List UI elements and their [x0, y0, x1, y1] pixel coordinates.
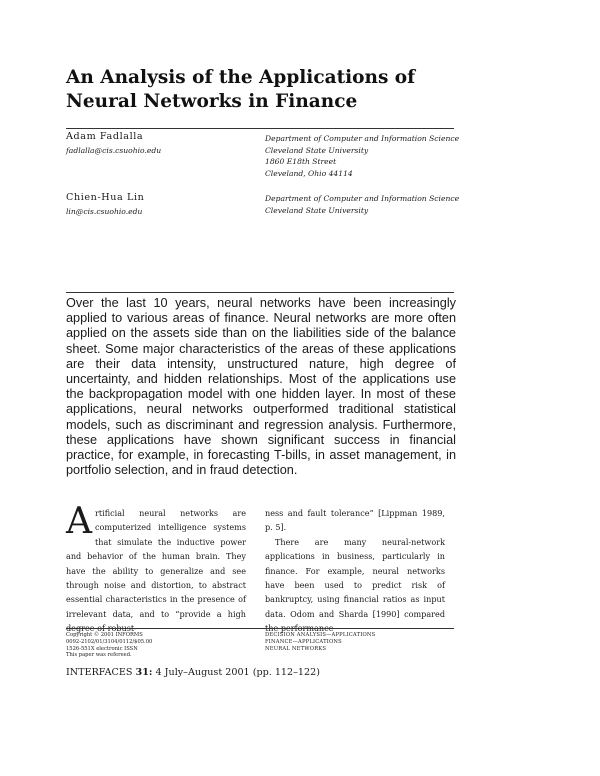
journal-citation [66, 667, 320, 679]
author-affiliation-1 [265, 133, 465, 179]
body-column-right [265, 506, 445, 636]
copyright-block [66, 632, 152, 659]
footer-line: 0092-2102/01/3104/0112/$05.00 [66, 638, 153, 645]
body-paragraph: There are many neural-network applications in business, particularly in finance. For example, neural networks have been used to predict risk of bankruptcy, using financial ratios as input data. Odom and Sharda [1990] compared the performance [265, 536, 445, 634]
affiliation-line: Cleveland State University [265, 145, 369, 155]
author-name-2: Chien-Hua Lin [66, 192, 145, 203]
author-email-2: lin@cis.csuohio.edu [66, 207, 143, 216]
affiliation-line: Department of Computer and Information Science [265, 194, 460, 203]
abstract-rule [66, 292, 454, 293]
author-section-rule [66, 128, 454, 129]
abstract: Over the last 10 years, neural networks have been increasingly applied to various areas of finance. Neural networks are more often applied on the assets side than on the liabilities side of the balance sheet. Some major characteristics of the areas of these applications are their data intensity, unstructured nature, high degree of uncertainty, and hidden relationships. Most of the applications use the backpropagation model with one hidden layer. In most of these applications, neural networks outperformed traditional statistical models, such as discriminant and regression analysis. Furthermore, these applications have shown significant success in financial practice, for example, in forecasting T-bills, in asset management, in portfolio selection, and in fraud detection. [66, 296, 456, 478]
footer-line: Copyright © 2001 INFORMS [66, 632, 143, 638]
affiliation-line: Department of Computer and Information Science [265, 134, 460, 143]
journal-issue: 4 July–August 2001 (pp. 112–122) [155, 667, 320, 678]
footer-rule [66, 628, 454, 629]
affiliation-line: 1860 E18th Street [265, 157, 337, 167]
footer-line: This paper was refereed. [66, 652, 132, 659]
keyword-line: NEURAL NETWORKS [265, 645, 327, 652]
body-paragraph: rtificial neural networks are computerized intelligence systems that simulate the inductive power and behavior of the human brain. They have the ability to generalize and see through noise and distortion, to abstract essential characteristics in the presence of irrelevant data, and to “provide a high degree of robust- [66, 508, 246, 634]
keywords-block [265, 632, 375, 652]
author-affiliation-2 [265, 193, 465, 216]
affiliation-line: Cleveland, Ohio 44114 [265, 168, 353, 178]
journal-volume: 31: [135, 667, 153, 678]
affiliation-line: Cleveland State University [265, 205, 369, 215]
body-column-left [66, 501, 246, 636]
journal-name: INTERFACES [66, 667, 133, 678]
author-email-1: fadlalla@cis.csuohio.edu [66, 146, 162, 155]
author-name-1: Adam Fadlalla [66, 131, 144, 142]
body-paragraph: ness and fault tolerance” [Lippman 1989, p. 5]. [265, 508, 445, 533]
drop-cap: A [66, 501, 92, 542]
footer-line: 1526-551X electronic ISSN [66, 645, 138, 652]
paper-title: An Analysis of the Applications of Neural Networks in Finance [66, 67, 416, 112]
keyword-line: FINANCE—APPLICATIONS [265, 638, 342, 645]
keyword-line: DECISION ANALYSIS—APPLICATIONS [265, 632, 376, 638]
